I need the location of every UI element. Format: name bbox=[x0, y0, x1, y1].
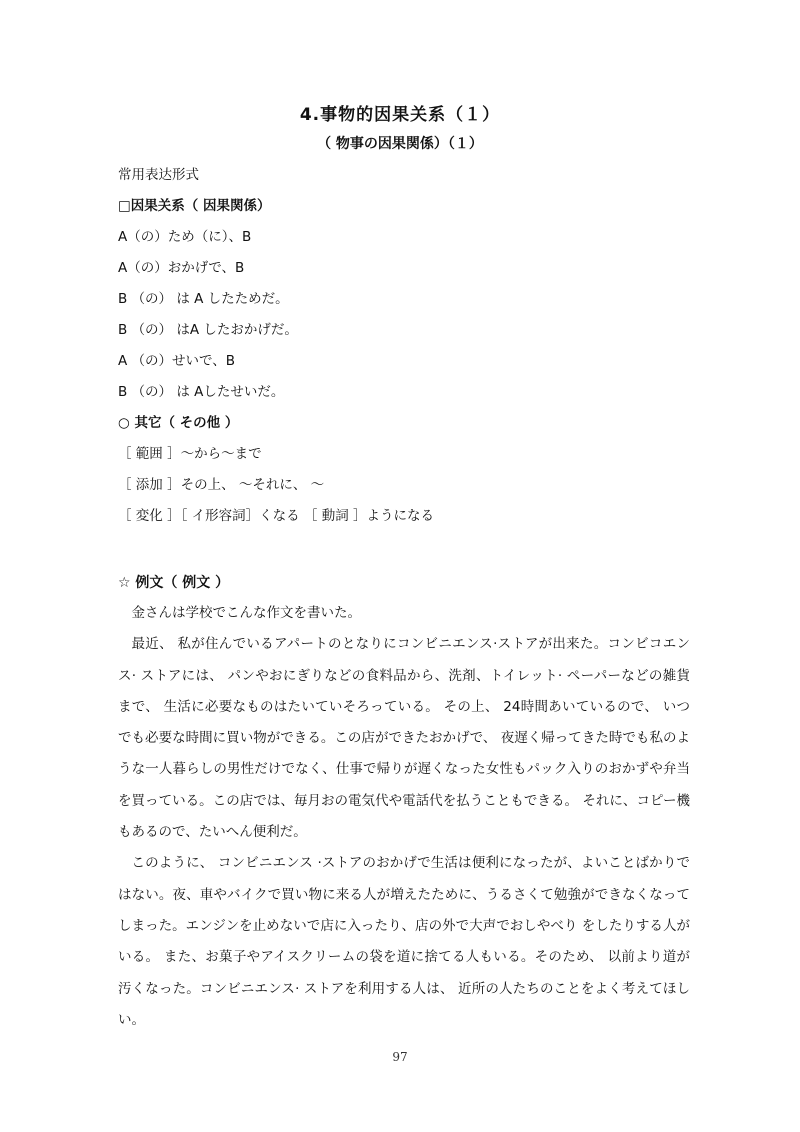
other-item: ［ 変化 ］［ イ形容詞］くなる ［ 動詞 ］ようになる bbox=[118, 508, 434, 524]
example-heading: ☆ 例文（ 例文 ） bbox=[118, 575, 230, 591]
essay-intro: 金さんは学校でこんな作文を書いた。 bbox=[131, 605, 361, 621]
page-subtitle: （ 物事の因果関係）（１） bbox=[317, 136, 483, 152]
section-heading: 常用表达形式 bbox=[118, 167, 199, 183]
other-item: ［ 範囲 ］～から～まで bbox=[118, 446, 262, 462]
expressions-section bbox=[118, 160, 698, 532]
other-heading: ○ 其它（ その他 ） bbox=[118, 415, 239, 431]
pattern-line: A（の）おかげで、B bbox=[118, 260, 245, 276]
pattern-line: B （の） は A したためだ。 bbox=[118, 291, 289, 307]
example-essay bbox=[118, 598, 690, 1036]
pattern-line: B （の） はA したおかげだ。 bbox=[118, 322, 298, 338]
causal-heading: □因果关系（ 因果関係） bbox=[118, 198, 271, 214]
essay-paragraph: 最近、 私が住んでいるアパートのとなりにコンビニエンス·ストアが出来た。コンビコエンス· ストアには、 パンやおにぎりなどの食料品から、洗剤、トイレット· ペーパーなどの雑貨まで、 生活に必要なものはたいていそろっている。 その上、 24時間あいているので、 いつでも必要な時間に買い物ができる。この店ができたおかげで、 夜遅く帰ってきた時でも私のような一人暮らしの男性だけでなく、仕事で帰りが遅くなった女性もパック入りのおかずや弁当を買っている。この店では、毎月おの電気代や電話代を払うこともできる。 それに、コピー機もあるので、たいへん便利だ。 bbox=[118, 636, 690, 841]
page-number: 97 bbox=[392, 1050, 408, 1064]
essay-paragraph: このように、 コンビニエンス ·ストアのおかげで生活は便利になったが、よいことばかりではない。夜、車やバイクで買い物に来る人が増えたために、うるさくて勉強ができなくなってしまった。エンジンを止めないで店に入ったり、店の外で大声でおしやべり をしたりする人がいる。 また、お菓子やアイスクリームの袋を道に捨てる人もいる。そのため、 以前より道が汚くなった。コンビニエンス· ストアを利用する人は、 近所の人たちのことをよく考えてほしい。 bbox=[118, 855, 691, 1028]
pattern-line: A（の）ため（に）、B bbox=[118, 229, 252, 245]
pattern-line: A （の）せいで、B bbox=[118, 353, 236, 369]
other-item: ［ 添加 ］その上、 ～それに、 ～ bbox=[118, 477, 325, 493]
page-title: 4.事物的因果关系（１） bbox=[299, 105, 501, 125]
pattern-line: B （の） は Aしたせいだ。 bbox=[118, 384, 285, 400]
